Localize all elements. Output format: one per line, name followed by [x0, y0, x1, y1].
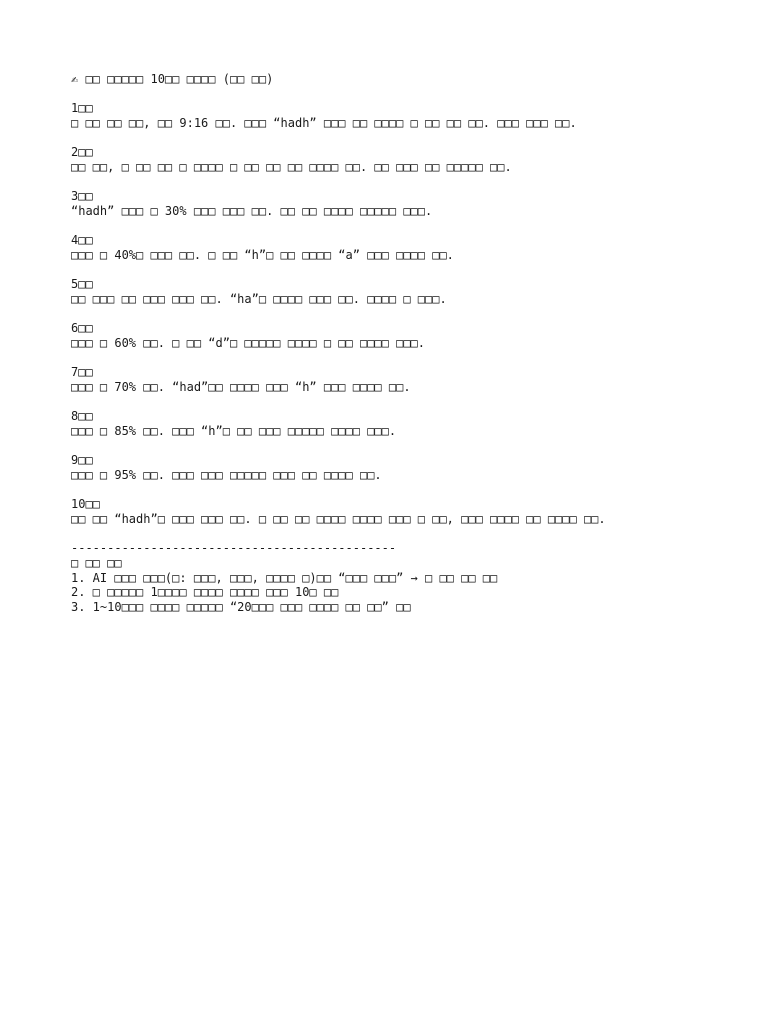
step-4	[71, 233, 751, 263]
step-number: 2□□	[71, 145, 93, 159]
step-7	[71, 365, 751, 395]
divider: ---------------------------------------------	[71, 541, 397, 555]
step-5	[71, 277, 751, 307]
step-1	[71, 101, 751, 131]
tip-item: 1. AI □□□ □□□(□: □□□, □□□, □□□□ □)□□ “□□□ □□□” → □ □□ □□ □□	[71, 570, 498, 585]
tip-item: 2. □ □□□□□ 1□□□□ □□□□ □□□□ □□□ 10□ □□	[71, 585, 339, 599]
step-number: 10□□	[71, 497, 100, 511]
step-text: □□□ □ 40%□ □□□ □□. □ □□ “h”□ □□ □□□□ “a” □□□ □□□□ □□.	[71, 248, 454, 262]
document-title: ✍ □□ □□□□□ 10□□ □□□□ (□□ □□)	[71, 72, 274, 86]
step-text: □ □□ □□ □□, □□ 9:16 □□. □□□ “hadh” □□□ □□ □□□□ □ □□ □□ □□. □□□ □□□ □□.	[71, 116, 577, 130]
step-text: “hadh” □□□ □ 30% □□□ □□□ □□. □□ □□ □□□□ □□□□□ □□□.	[71, 204, 433, 218]
tip-item: 3. 1~10□□□ □□□□ □□□□□ “20□□□ □□□ □□□□ □□ □□” □□	[71, 599, 411, 614]
tips-heading: □ □□ □□	[71, 556, 122, 570]
step-text: □□□ □ 85% □□. □□□ “h”□ □□ □□□ □□□□□ □□□□ □□□.	[71, 424, 397, 438]
step-text: □□□ □ 70% □□. “had”□□ □□□□ □□□ “h” □□□ □□□□ □□.	[71, 380, 411, 394]
step-number: 6□□	[71, 321, 93, 335]
document-body	[71, 72, 751, 614]
step-text: □□ □□ “hadh”□ □□□ □□□ □□. □ □□ □□ □□□□ □□□□ □□□ □ □□, □□□ □□□□ □□ □□□□ □□.	[71, 512, 606, 526]
step-number: 5□□	[71, 277, 93, 291]
step-number: 9□□	[71, 453, 93, 467]
step-text: □□ □□, □ □□ □□ □ □□□□ □ □□ □□ □□ □□□□ □□. □□ □□□ □□ □□□□□ □□.	[71, 160, 512, 174]
step-number: 3□□	[71, 189, 93, 203]
step-number: 1□□	[71, 101, 93, 115]
step-number: 4□□	[71, 233, 93, 247]
step-text: □□□ □ 60% □□. □ □□ “d”□ □□□□□ □□□□ □ □□ □□□□ □□□.	[71, 336, 426, 350]
step-2	[71, 145, 751, 175]
step-text: □□□ □ 95% □□. □□□ □□□ □□□□□ □□□ □□ □□□□ □□.	[71, 468, 382, 482]
step-6	[71, 321, 751, 351]
step-10	[71, 497, 751, 527]
step-8	[71, 409, 751, 439]
tips-section	[71, 556, 751, 614]
step-text: □□ □□□ □□ □□□ □□□ □□. “ha”□ □□□□ □□□ □□. □□□□ □ □□□.	[71, 292, 447, 306]
step-number: 8□□	[71, 409, 93, 423]
step-9	[71, 453, 751, 483]
step-number: 7□□	[71, 365, 93, 379]
step-3	[71, 189, 751, 219]
